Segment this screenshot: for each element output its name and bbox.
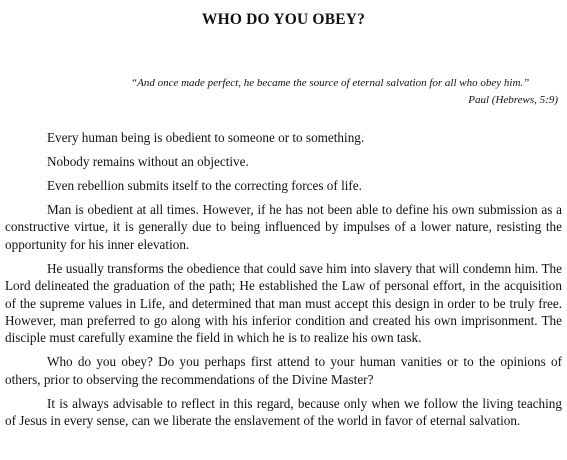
epigraph-quote: “And once made perfect, he became the source of eternal salvation for all who obey him.” (131, 77, 530, 89)
paragraph: He usually transforms the obedience that could save him into slavery that will condemn him. The Lord delineated the graduation of the path; He established the Law of personal effort, in the acquisition of the supreme values in Life, and determined that man must accept this design in order to be truly free. However, man preferred to go along with his inferior condition and created his own imprisonment. The disciple must carefully examine the field in which he is to realize his own task. (5, 260, 562, 346)
paragraph: Who do you obey? Do you perhaps first attend to your human vanities or to the opinions of others, prior to observing the recommendations of the Divine Master? (5, 354, 562, 387)
document-title: WHO DO YOU OBEY? (201, 11, 366, 28)
epigraph-attribution: Paul (Hebrews, 5:9) (468, 94, 558, 106)
paragraph: It is always advisable to reflect in this regard, because only when we follow the living teaching of Jesus in every sense, can we liberate the enslavement of the world in favor of eternal salvation. (5, 395, 562, 429)
body-text (5, 129, 562, 430)
paragraph: Even rebellion submits itself to the correcting forces of life. (47, 178, 362, 193)
paragraph: Man is obedient at all times. However, if he has not been able to define his own submission as a constructive virtue, it is generally due to being influenced by impulses of a lower nature, resisting the opportunity for his inner elevation. (5, 202, 562, 252)
paragraph: Every human being is obedient to someone or to something. (47, 130, 365, 145)
paragraph: Nobody remains without an objective. (47, 154, 249, 169)
